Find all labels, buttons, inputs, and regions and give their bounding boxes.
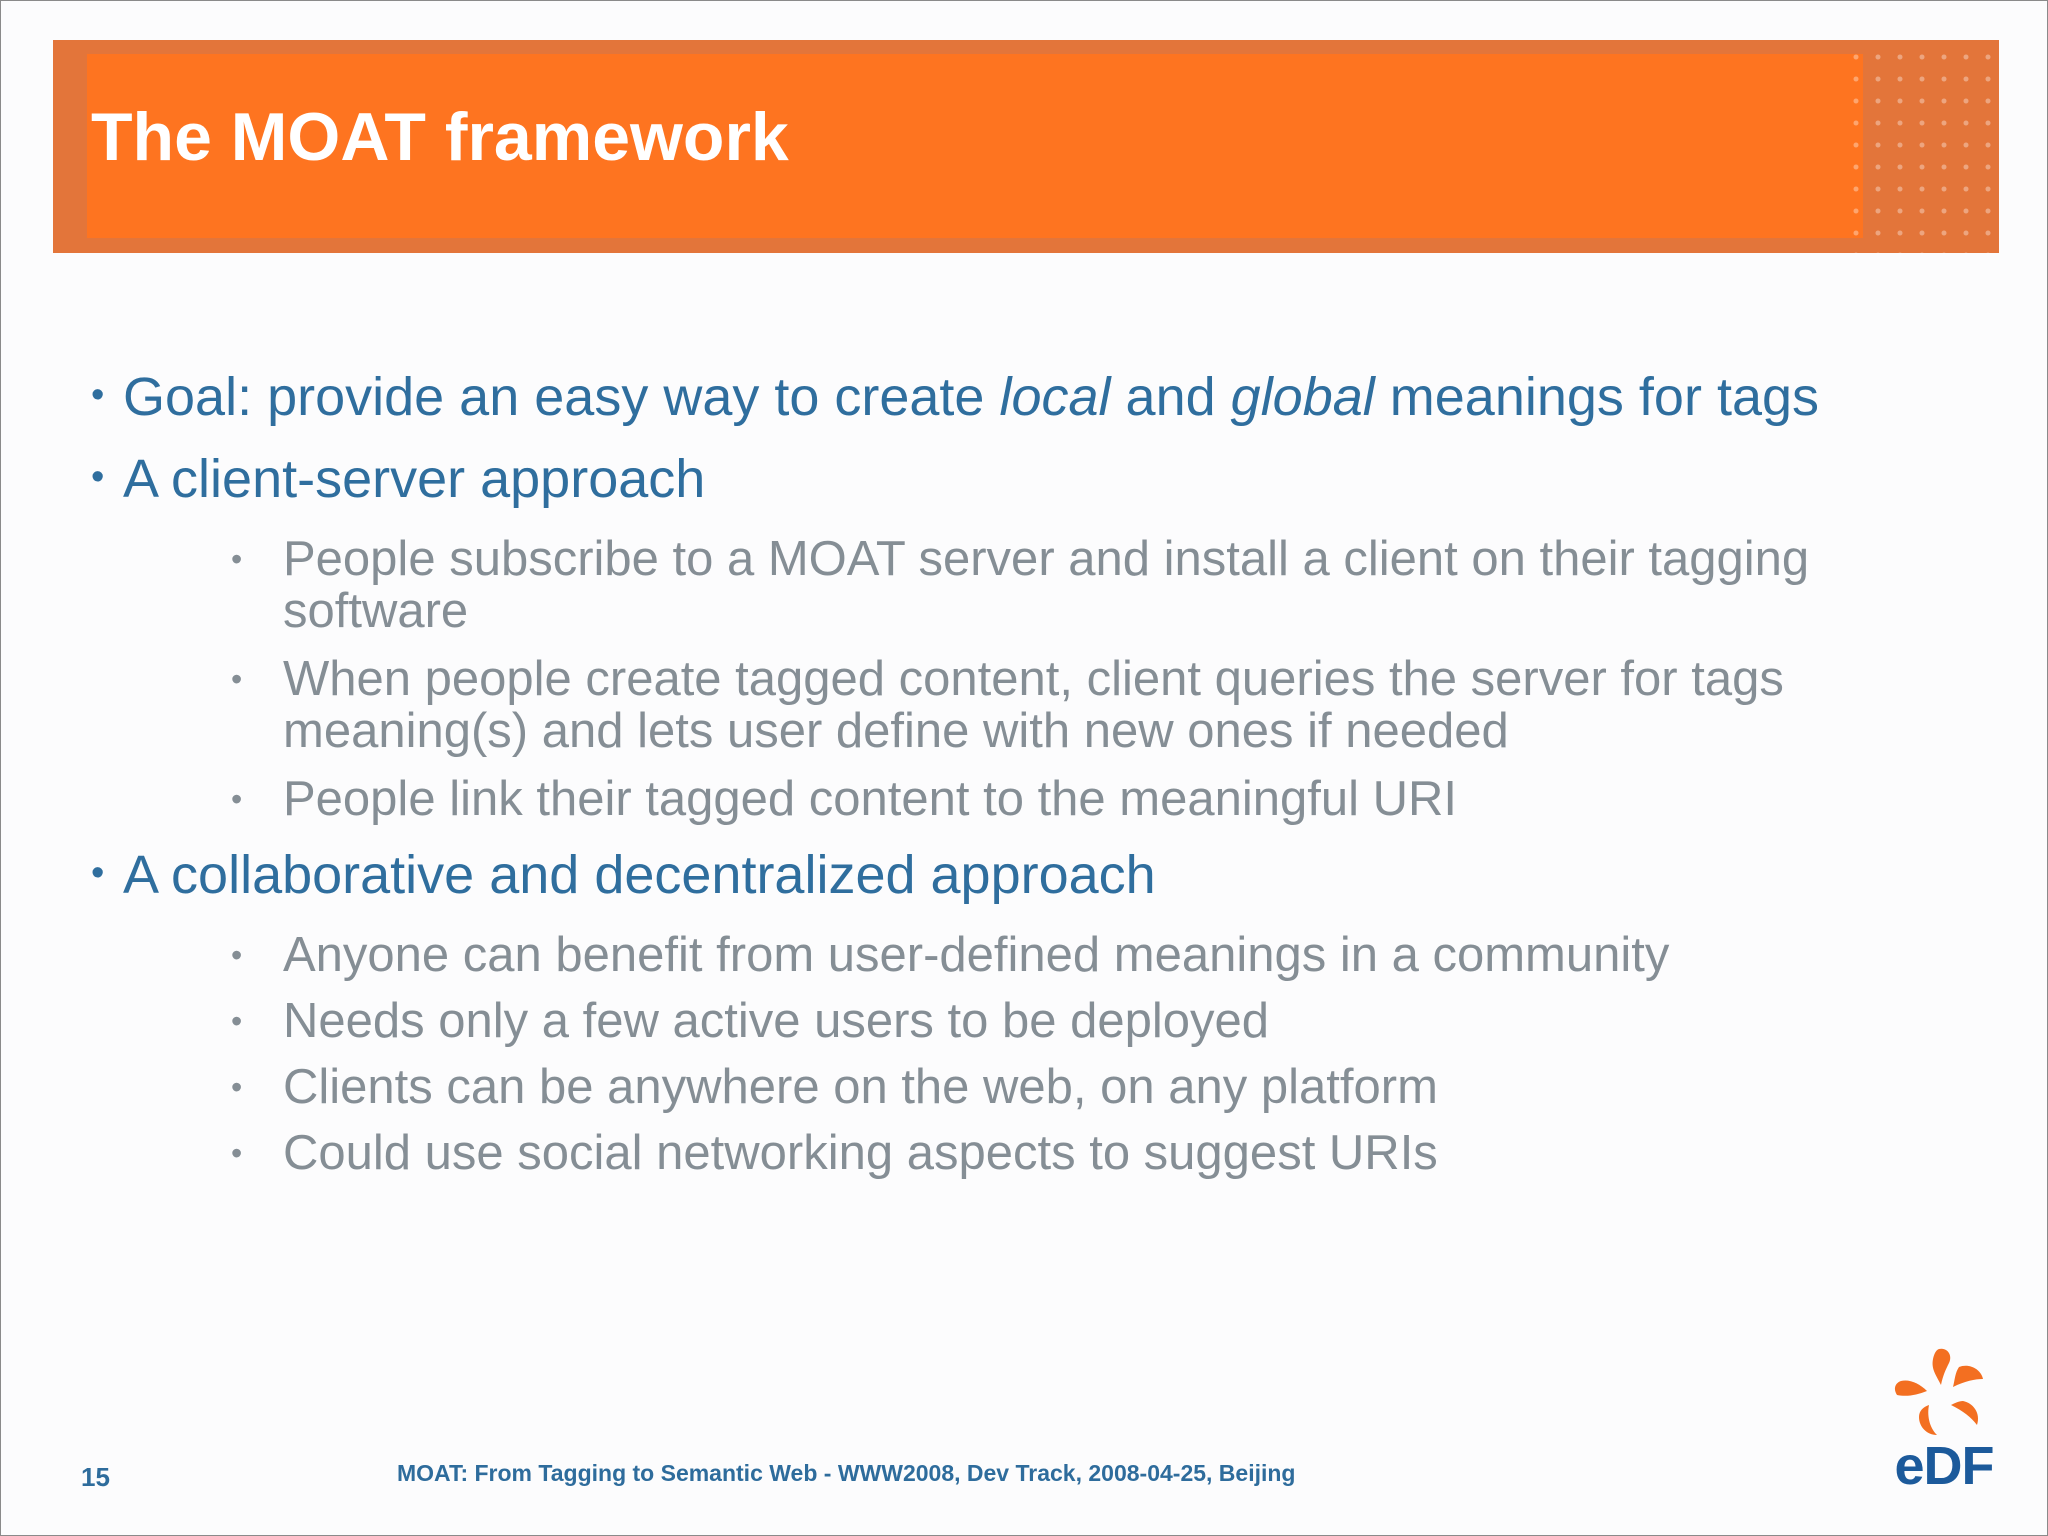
sub-bullet-subscribe-text: People subscribe to a MOAT server and install a client on their tagging software <box>283 532 1810 638</box>
bullet-goal-text-1: Goal: provide an easy way to create <box>123 367 1000 427</box>
bullet-collaborative <box>91 847 1156 904</box>
edf-flower-icon <box>1889 1345 1999 1441</box>
sub-bullet-create <box>231 653 1931 757</box>
sub-bullet-create-text: When people create tagged content, client queries the server for tags meaning(s) and lets user define with new ones if needed <box>283 652 1784 758</box>
sub-bullet-link <box>231 773 1931 825</box>
bullet-goal-global: global <box>1230 367 1375 427</box>
sub-bullet-dot: • <box>231 1135 243 1171</box>
sub-bullet-clients-anywhere <box>231 1061 1931 1113</box>
sub-bullet-dot: • <box>231 781 243 817</box>
sub-bullet-dot: • <box>231 1069 243 1105</box>
sub-bullet-dot: • <box>231 661 243 697</box>
sub-bullet-social-text: Could use social networking aspects to suggest URIs <box>283 1126 1438 1180</box>
sub-bullet-anyone-text: Anyone can benefit from user-defined meanings in a community <box>283 928 1670 982</box>
sub-bullet-dot: • <box>231 541 243 577</box>
bullet-client-server-text: A client-server approach <box>123 449 706 509</box>
bullet-dot: • <box>91 456 105 498</box>
footer-caption: MOAT: From Tagging to Semantic Web - WWW2008, Dev Track, 2008-04-25, Beijing <box>397 1460 1296 1486</box>
sub-bullet-clients-anywhere-text: Clients can be anywhere on the web, on any platform <box>283 1060 1438 1114</box>
sub-bullet-dot: • <box>231 1003 243 1039</box>
title-bar-dot-pattern <box>1839 40 1999 253</box>
edf-logo-text: eDF <box>1894 1436 1994 1496</box>
sub-bullet-few-users <box>231 995 1931 1047</box>
bullet-client-server <box>91 451 705 508</box>
page-number: 15 <box>81 1462 110 1492</box>
sub-bullet-anyone <box>231 929 1931 981</box>
sub-bullet-subscribe <box>231 533 1931 637</box>
sub-bullet-dot: • <box>231 937 243 973</box>
bullet-collaborative-text: A collaborative and decentralized approach <box>123 845 1156 905</box>
sub-bullet-few-users-text: Needs only a few active users to be deployed <box>283 994 1270 1048</box>
bullet-goal <box>91 369 1819 426</box>
bullet-goal-local: local <box>999 367 1111 427</box>
bullet-goal-text-3: meanings for tags <box>1374 367 1820 427</box>
slide-title: The MOAT framework <box>91 99 789 175</box>
sub-bullet-social <box>231 1127 1931 1179</box>
bullet-dot: • <box>91 374 105 416</box>
bullet-dot: • <box>91 852 105 894</box>
edf-logo-icon <box>1889 1345 1999 1495</box>
sub-bullet-link-text: People link their tagged content to the meaningful URI <box>283 772 1458 826</box>
bullet-goal-text-2: and <box>1110 367 1231 427</box>
